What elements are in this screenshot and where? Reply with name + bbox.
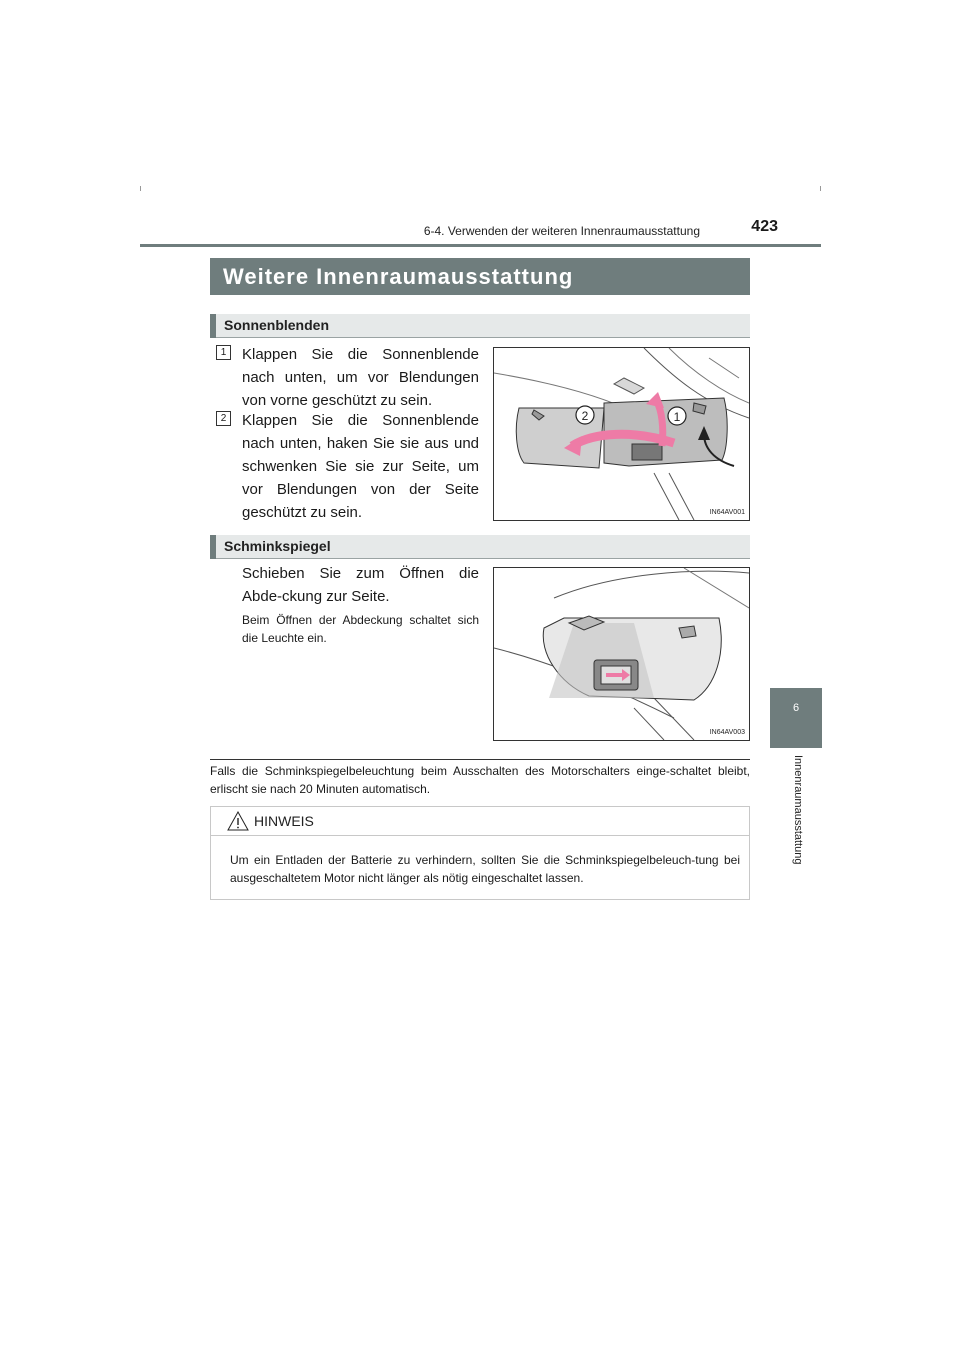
section-title: Sonnenblenden: [224, 317, 329, 333]
chapter-tab[interactable]: [770, 688, 822, 748]
section-marker: [210, 535, 216, 559]
step-number-1: 1: [216, 345, 231, 360]
section-marker: [210, 314, 216, 338]
callout-1-label: 1: [673, 410, 681, 424]
warning-icon: [227, 811, 249, 831]
chapter-title: 6-4. Verwenden der weiteren Innenraumausstattung: [423, 224, 700, 238]
page-title: Weitere Innenraumausstattung: [210, 258, 750, 295]
notice-header: [211, 807, 749, 836]
step-text-1: Klappen Sie die Sonnenblende nach unten, um vor Blendungen von vorne geschützt zu sein.: [242, 346, 479, 409]
figure-code: IN64AV003: [709, 729, 745, 736]
figure-code: IN64AV001: [709, 509, 745, 516]
section-title: Schminkspiegel: [224, 538, 331, 554]
crop-mark-right: [820, 186, 821, 191]
sun-visor-illustration: [494, 348, 749, 520]
section-header-sonnenblenden: [210, 314, 750, 338]
callout-2-label: 2: [581, 409, 589, 423]
sun-visor-figure: [493, 347, 750, 521]
vanity-mirror-illustration: [494, 568, 749, 740]
crop-mark-left: [140, 186, 141, 191]
vanity-mirror-figure: [493, 567, 750, 741]
notice-text: Um ein Entladen der Batterie zu verhindern, sollten Sie die Schminkspiegelbeleuch-tung bei ausgeschaltetem Motor nicht länger als nötig eingeschaltet lassen.: [230, 853, 740, 885]
page-number: 423: [751, 218, 778, 235]
section-header-schminkspiegel: [210, 535, 750, 559]
header-rule: [140, 244, 821, 247]
info-divider: [210, 759, 750, 760]
chapter-tab-number: 6: [792, 702, 800, 714]
mirror-instruction: Schieben Sie zum Öffnen die Abde-ckung zur Seite.: [242, 565, 479, 605]
notice-label: HINWEIS: [254, 813, 314, 829]
notice-box: [210, 806, 750, 900]
step-text-2: Klappen Sie die Sonnenblende nach unten, haken Sie sie aus und schwenken Sie sie zur Seite, um vor Blendungen von der Seite geschützt zu sein.: [242, 412, 479, 521]
info-text: Falls die Schminkspiegelbeleuchtung beim Ausschalten des Motorschalters einge-schaltet bleibt, erlischt sie nach 20 Minuten automatisch.: [210, 764, 750, 796]
step-number-2: 2: [216, 411, 231, 426]
mirror-note: Beim Öffnen der Abdeckung schaltet sich die Leuchte ein.: [242, 613, 479, 645]
chapter-tab-label: Innenraumausstattung: [792, 755, 804, 865]
